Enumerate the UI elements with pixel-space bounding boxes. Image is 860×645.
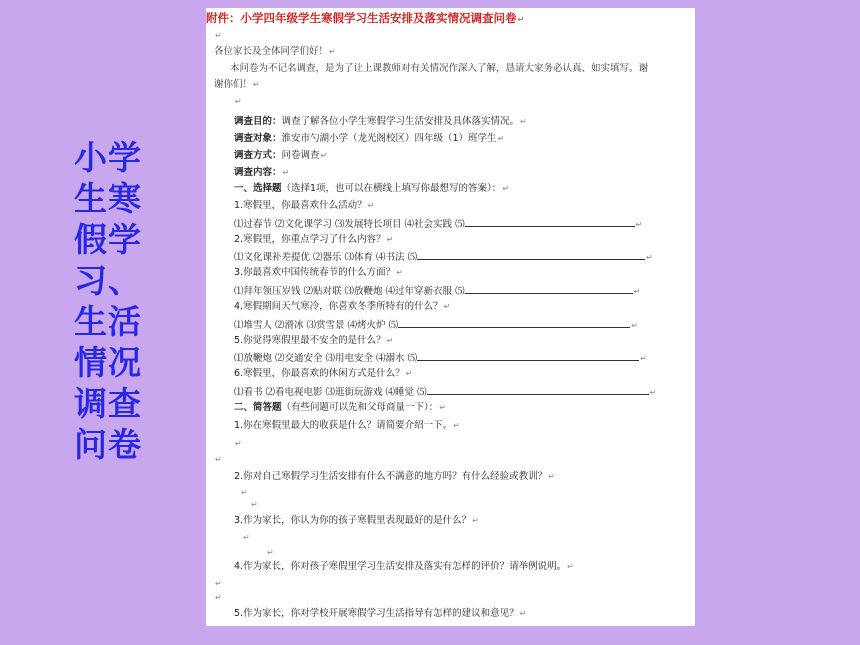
question-6: 6.寒假里，你最喜欢的休闲方式是什么？↵ xyxy=(234,368,413,379)
side-title-line: 调查 xyxy=(74,384,142,423)
side-title-line: 生寒 xyxy=(74,179,142,218)
questionnaire-document xyxy=(206,8,695,626)
question-1: 1.寒假里，你最喜欢什么活动？↵ xyxy=(234,200,375,211)
paragraph-mark: ↵ xyxy=(267,548,274,557)
intro-line-1: 本问卷为不记名调查，是为了让上课教师对有关情况作深入了解，恳请大家务必认真、如实填写。谢 xyxy=(230,63,649,74)
question-2-options: ⑴文化课补差提优 ⑵器乐 ⑶体育 ⑷书法 ⑸ ↵ xyxy=(234,252,653,263)
paragraph-mark: ↵ xyxy=(243,533,250,542)
paragraph-mark: ↵ xyxy=(215,593,222,602)
short-question-3: 3.作为家长，你认为你的孩子寒假里表现最好的是什么？↵ xyxy=(234,515,479,526)
paragraph-mark: ↵ xyxy=(215,455,222,464)
question-1-options: ⑴过春节 ⑵文化课学习 ⑶发展特长项目 ⑷社会实践 ⑸ ↵ xyxy=(234,219,643,230)
survey-object: 调查对象：淮安市勺湖小学（龙光阁校区）四年级（1）班学生↵ xyxy=(234,133,505,144)
side-title-line: 小学 xyxy=(74,138,142,177)
short-question-5: 5.作为家长，你对学校开展寒假学习生活指导有怎样的建议和意见？↵ xyxy=(234,608,527,619)
side-title-line: 假学 xyxy=(74,220,142,259)
paragraph-mark: ↵ xyxy=(215,579,222,588)
paragraph-mark: ↵ xyxy=(215,31,222,40)
question-6-options: ⑴看书 ⑵看电视电影 ⑶逛街玩游戏 ⑷睡觉 ⑸ ↵ xyxy=(234,387,657,398)
document-title: 附件：小学四年级学生寒假学习生活安排及落实情况调查问卷↵ xyxy=(206,11,525,25)
survey-method: 调查方式：问卷调查↵ xyxy=(234,150,328,161)
paragraph-mark: ↵ xyxy=(235,439,242,448)
survey-content: 调查内容：↵ xyxy=(234,167,290,178)
question-4-options: ⑴堆雪人 ⑵滑冰 ⑶赏雪景 ⑷烤火炉 ⑸ ↵ xyxy=(234,320,638,331)
question-3: 3.你最喜欢中国传统春节的什么方面？↵ xyxy=(234,267,403,278)
greeting: 各位家长及全体同学们好！↵ xyxy=(214,46,336,57)
side-title-line: 习、 xyxy=(74,261,142,300)
question-3-options: ⑴拜年领压岁钱 ⑵贴对联 ⑶放鞭炮 ⑷过年穿新衣服 ⑸ ↵ xyxy=(234,286,641,297)
survey-purpose: 调查目的：调查了解各位小学生寒假学习生活安排及具体落实情况。↵ xyxy=(234,116,527,127)
question-2: 2.寒假里，你重点学习了什么内容？↵ xyxy=(234,234,394,245)
paragraph-mark: ↵ xyxy=(235,97,242,106)
intro-line-2: 谢你们！↵ xyxy=(214,79,260,90)
section-choice-heading: 一、选择题（选择1项，也可以在横线上填写你最想写的答案）：↵ xyxy=(234,183,510,194)
question-5: 5.你觉得寒假里最不安全的是什么？↵ xyxy=(234,335,394,346)
section-short-answer-heading: 二、简答题（有些问题可以先和父母商量一下）：↵ xyxy=(234,402,446,413)
question-5-options: ⑴放鞭炮 ⑵交通安全 ⑶用电安全 ⑷溺水 ⑸ ↵ xyxy=(234,353,647,364)
paragraph-mark: ↵ xyxy=(251,500,258,509)
short-question-1: 1.你在寒假里最大的收获是什么？请简要介绍一下。↵ xyxy=(234,420,460,431)
side-title xyxy=(74,137,154,465)
short-question-4: 4.作为家长，你对孩子寒假里学习生活安排及落实有怎样的评价？请举例说明。↵ xyxy=(234,561,574,572)
paragraph-mark: ↵ xyxy=(241,488,248,497)
short-question-2: 2.你对自己寒假学习生活安排有什么不满意的地方吗？有什么经验或教训？↵ xyxy=(234,471,555,482)
side-title-line: 情况 xyxy=(74,343,142,382)
side-title-line: 生活 xyxy=(74,302,142,341)
question-4: 4.寒假期间天气寒冷，你喜欢冬季所特有的什么？↵ xyxy=(234,301,451,312)
side-title-line: 问卷 xyxy=(74,425,142,464)
